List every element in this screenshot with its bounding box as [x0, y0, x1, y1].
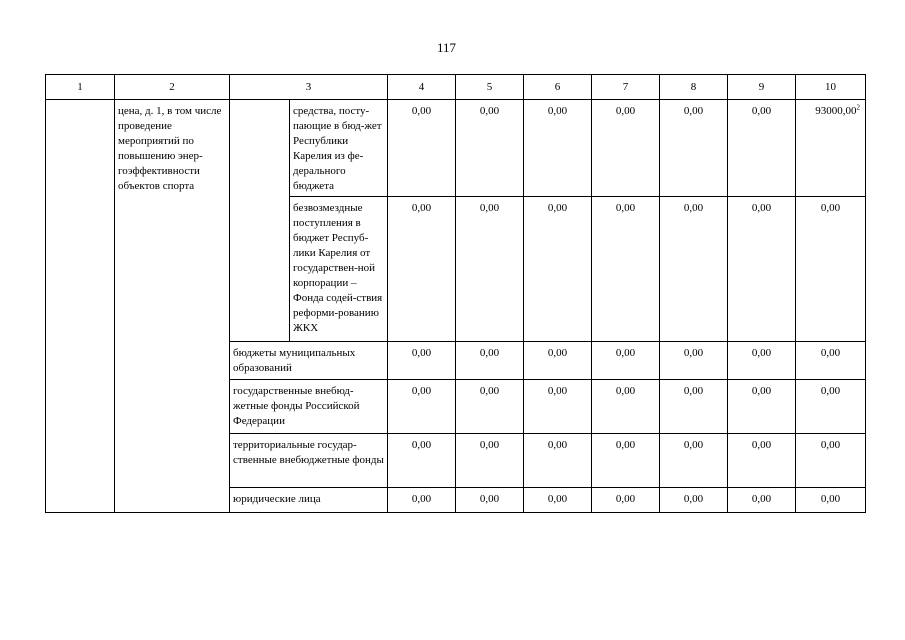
value-cell: 0,00	[660, 488, 728, 513]
header-cell-col5: 5	[456, 75, 524, 100]
funding-source-label: безвозмездные поступления в бюджет Респуб-лики Карелия от государствен-ной корпорации – Фонда содей-ствия реформи-рованию ЖКХ	[290, 197, 388, 342]
funding-source-label: средства, посту-пающие в бюд-жет Республики Карелия из фе-дерального бюджета	[290, 100, 388, 197]
value-cell: 0,00	[592, 342, 660, 380]
value-cell: 0,00	[388, 342, 456, 380]
value-cell: 0,00	[388, 434, 456, 488]
value-cell: 0,00	[592, 380, 660, 434]
budget-table	[45, 74, 866, 513]
value-cell: 0,00	[796, 197, 866, 342]
value-cell: 0,00	[660, 100, 728, 197]
value-cell: 0,00	[796, 380, 866, 434]
value-cell: 0,00	[388, 197, 456, 342]
value-cell: 0,00	[524, 488, 592, 513]
value-cell: 0,00	[456, 342, 524, 380]
funding-source-label: государственные внебюд-жетные фонды Российской Федерации	[230, 380, 388, 434]
header-cell-col8: 8	[660, 75, 728, 100]
value-cell: 0,00	[592, 488, 660, 513]
value-cell-with-note	[796, 100, 866, 197]
header-cell-col9: 9	[728, 75, 796, 100]
value-cell: 0,00	[660, 342, 728, 380]
value-cell: 0,00	[728, 100, 796, 197]
value-cell: 0,00	[524, 100, 592, 197]
value-cell: 0,00	[388, 380, 456, 434]
value-cell: 0,00	[524, 380, 592, 434]
header-row	[46, 75, 866, 100]
value-cell: 0,00	[728, 197, 796, 342]
header-cell-col1: 1	[46, 75, 115, 100]
value-text: 93000,00	[815, 105, 857, 117]
funding-source-label: бюджеты муниципальных образований	[230, 342, 388, 380]
header-cell-col7: 7	[592, 75, 660, 100]
value-cell: 0,00	[524, 434, 592, 488]
value-cell: 0,00	[796, 342, 866, 380]
header-cell-col10: 10	[796, 75, 866, 100]
table-row	[46, 100, 866, 197]
value-cell: 0,00	[796, 488, 866, 513]
value-cell: 0,00	[796, 434, 866, 488]
header-cell-col3: 3	[230, 75, 388, 100]
value-cell: 0,00	[456, 380, 524, 434]
value-cell: 0,00	[592, 434, 660, 488]
value-cell: 0,00	[456, 434, 524, 488]
header-cell-col4: 4	[388, 75, 456, 100]
value-cell: 0,00	[660, 380, 728, 434]
value-cell: 0,00	[592, 197, 660, 342]
funding-source-label: территориальные государ-ственные внебюджетные фонды	[230, 434, 388, 488]
header-cell-col6: 6	[524, 75, 592, 100]
empty-subcategory-cell	[230, 100, 290, 342]
object-description-cell: цена, д. 1, в том числе проведение мероприятий по повышению энер-гоэффективности объектов спорта	[115, 100, 230, 513]
value-cell: 0,00	[456, 100, 524, 197]
empty-col1-cell	[46, 100, 115, 513]
value-cell: 0,00	[524, 197, 592, 342]
value-cell: 0,00	[388, 488, 456, 513]
footnote-marker: 2	[856, 103, 860, 112]
value-cell: 0,00	[388, 100, 456, 197]
value-cell: 0,00	[660, 197, 728, 342]
value-cell: 0,00	[728, 434, 796, 488]
funding-source-label: юридические лица	[230, 488, 388, 513]
value-cell: 0,00	[592, 100, 660, 197]
value-cell: 0,00	[456, 488, 524, 513]
value-cell: 0,00	[728, 488, 796, 513]
page-number: 117	[436, 40, 457, 55]
value-cell: 0,00	[660, 434, 728, 488]
value-cell: 0,00	[728, 380, 796, 434]
header-cell-col2: 2	[115, 75, 230, 100]
value-cell: 0,00	[728, 342, 796, 380]
value-cell: 0,00	[456, 197, 524, 342]
value-cell: 0,00	[524, 342, 592, 380]
